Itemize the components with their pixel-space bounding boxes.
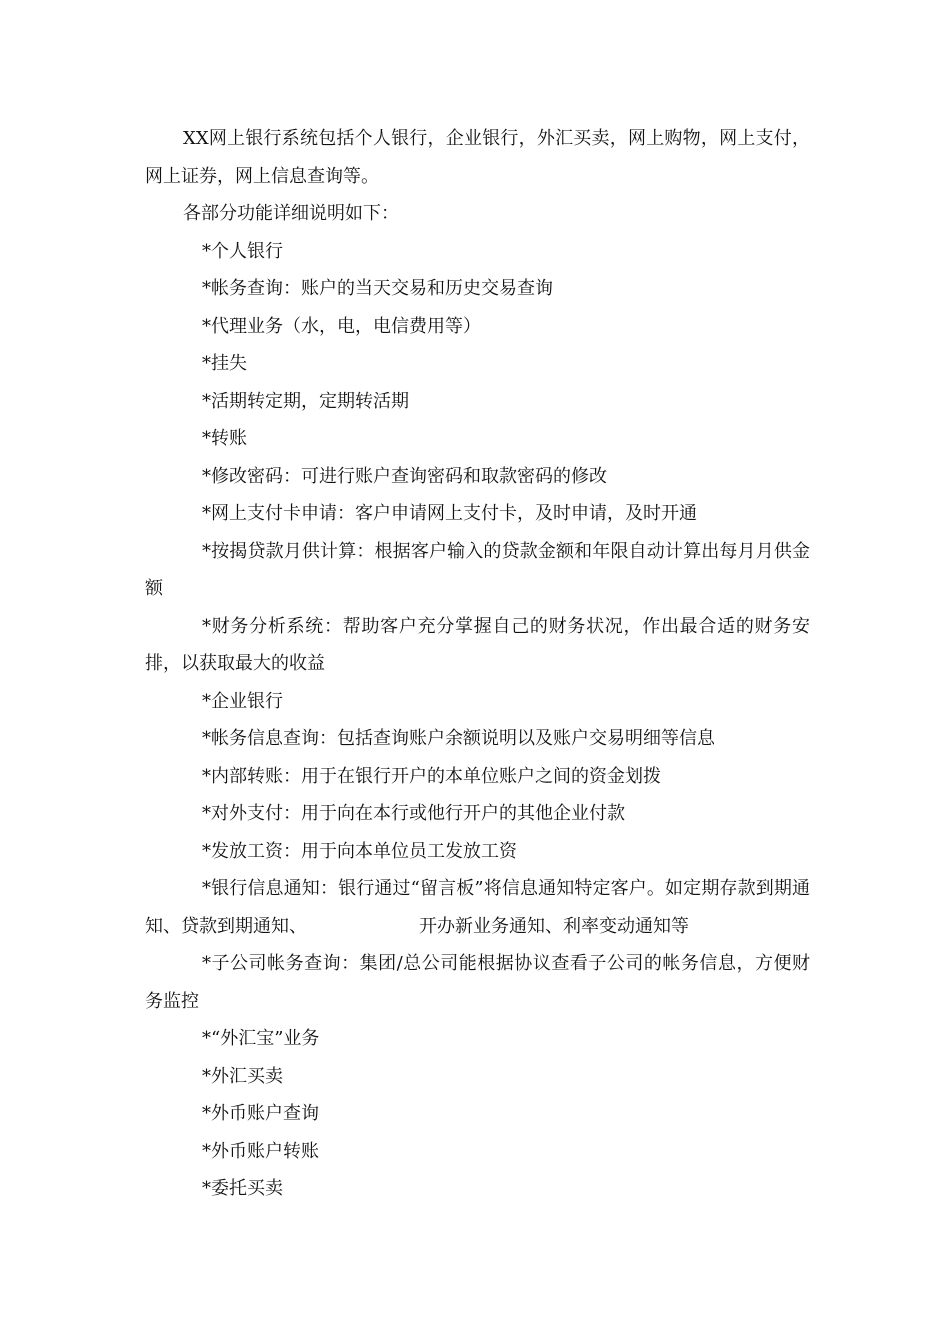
list-item: *外币账户转账 [202, 1140, 319, 1162]
list-item: *内部转账：用于在银行开户的本单位账户之间的资金划拨 [202, 765, 661, 787]
details-heading: 各部分功能详细说明如下： [183, 203, 399, 224]
notice-text-part2: 开办新业务通知、利率变动通知等 [419, 915, 689, 937]
list-item: *挂失 [202, 353, 247, 374]
list-item: *外汇买卖 [202, 1065, 283, 1087]
list-item: *代理业务（水，电，电信费用等） [202, 315, 481, 337]
list-item: *发放工资：用于向本单位员工发放工资 [202, 840, 517, 862]
list-item: *委托买卖 [202, 1178, 283, 1199]
list-item: *财务分析系统：帮助客户充分掌握自己的财务状况，作出最合适的财务安排，以获取最大的收益 [145, 615, 810, 674]
list-item: *活期转定期，定期转活期 [202, 390, 409, 412]
list-item: *帐务查询：账户的当天交易和历史交易查询 [202, 278, 553, 299]
list-item: *网上支付卡申请：客户申请网上支付卡，及时申请，及时开通 [202, 503, 697, 524]
list-item: *帐务信息查询：包括查询账户余额说明以及账户交易明细等信息 [202, 728, 715, 749]
notice-item [145, 870, 810, 945]
list-item: *子公司帐务查询：集团/总公司能根据协议查看子公司的帐务信息，方便财务监控 [145, 953, 810, 1012]
intro-paragraph: XX网上银行系统包括个人银行，企业银行，外汇买卖，网上购物，网上支付，网上证券，网上信息查询等。 [145, 128, 810, 187]
document-body [145, 120, 810, 1208]
notice-text-part1: *银行信息通知：银行通过“留言板”将信息通知特定客户。如定期存款到期通知、贷款到期通知、 [145, 878, 810, 937]
list-item: *企业银行 [202, 690, 283, 712]
list-item: *外币账户查询 [202, 1103, 319, 1124]
list-item: *“外汇宝”业务 [202, 1028, 320, 1049]
list-item: *转账 [202, 428, 247, 449]
list-item: *对外支付：用于向在本行或他行开户的其他企业付款 [202, 803, 625, 824]
list-item: *个人银行 [202, 240, 283, 262]
list-item: *修改密码：可进行账户查询密码和取款密码的修改 [202, 465, 607, 487]
list-item: *按揭贷款月供计算：根据客户输入的贷款金额和年限自动计算出每月月供金额 [145, 540, 810, 599]
